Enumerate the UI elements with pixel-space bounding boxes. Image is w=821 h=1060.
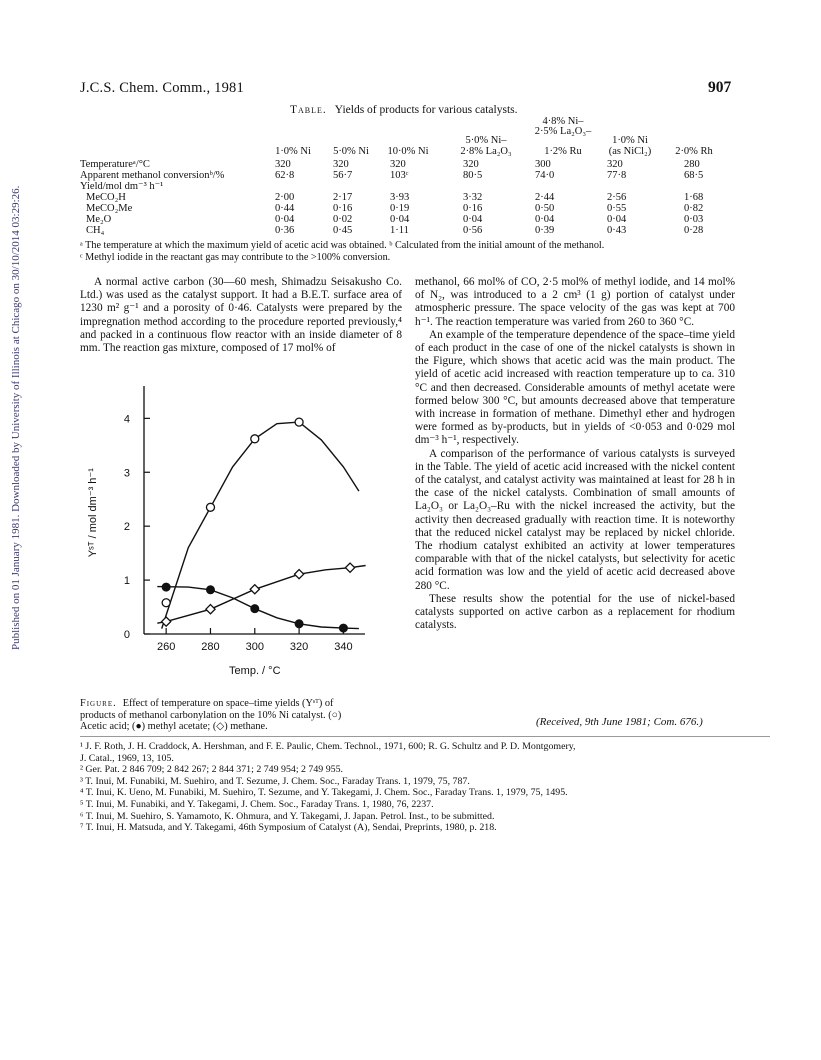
reference: ³ T. Inui, M. Funabiki, M. Suehiro, and T. Sezume, J. Chem. Soc., Faraday Trans. 1, 1979, 75, 787.: [80, 775, 470, 787]
running-head: J.C.S. Chem. Comm., 1981: [80, 80, 244, 96]
paragraph: A normal active carbon (30—60 mesh, Shimadzu Seisakusho Co. Ltd.) was used as the catalyst support. It had a B.E.T. surface area of 1230 m² g⁻¹ and a porosity of 0·46. Catalysts were prepared by the impregnation method according to the procedure reported previously,⁴ and packed in a continuous flow reactor with an inside diameter of 8 mm. The reaction gas mixture, composed of 17 mol% of: [80, 276, 402, 355]
column-header: 4·8% Ni–: [542, 116, 584, 127]
table-cell: 3·93: [390, 192, 410, 203]
acetic-acid-point: [295, 418, 303, 426]
reference: ¹ J. F. Roth, J. H. Craddock, A. Hershman, and F. E. Paulic, Chem. Technol., 1971, 600; R. G. Schultz and P. D. Montgomery,: [80, 741, 576, 752]
left-column-text: [80, 276, 402, 355]
column-header: 1·0% Ni: [612, 135, 648, 146]
row-label: Me₂O: [86, 214, 112, 225]
column-header: 1·0% Ni: [275, 146, 311, 157]
table-cell: 0·04: [275, 214, 295, 225]
column-header: 5·0% Ni–: [465, 135, 507, 146]
figure-caption: [80, 698, 342, 733]
table-cell: 0·36: [275, 225, 295, 236]
table-cell: 280: [684, 159, 700, 170]
table-cell: 320: [607, 159, 623, 170]
table-cell: 56·7: [333, 170, 353, 181]
column-header: 2·8% La₂O₃: [460, 146, 512, 157]
table-cell: 0·82: [684, 203, 704, 214]
table-cell: 0·04: [535, 214, 555, 225]
table-cell: 3·32: [463, 192, 483, 203]
table-cell: 320: [333, 159, 349, 170]
column-header: 5·0% Ni: [333, 146, 369, 157]
references: [80, 741, 755, 834]
series-line: [157, 566, 365, 624]
table-cell: 0·16: [463, 203, 483, 214]
table-cell: 74·0: [535, 170, 555, 181]
row-label: Yield/mol dm⁻³ h⁻¹: [80, 181, 164, 192]
y-tick-label: 0: [123, 629, 130, 641]
table-cell: 68·5: [684, 170, 704, 181]
x-tick-label: 260: [156, 641, 176, 653]
table-cell: 0·50: [535, 203, 555, 214]
reference: ² Ger. Pat. 2 846 709; 2 842 267; 2 844 371; 2 749 954; 2 749 955.: [80, 764, 343, 776]
table-cell: 0·56: [463, 225, 483, 236]
table-cell: 300: [535, 159, 551, 170]
methane-point: [206, 605, 215, 614]
table-cell: 0·04: [390, 214, 410, 225]
table-cell: 0·19: [390, 203, 410, 214]
methyl-acetate-point: [162, 583, 170, 591]
column-header: 1·2% Ru: [544, 146, 582, 157]
table-caption: Yields of products for various catalysts.: [334, 104, 518, 116]
paragraph: An example of the temperature dependence of the space–time yield of each product in the case of one of the nickel catalysts is shown in the Figure, which shows that acetic acid was the main product. The yield of acetic acid increased with reaction temperature up to ca. 310 °C and then decreased. Considerable amounts of methyl acetate were formed below 300 °C, but amounts decreased above that temperature with increase in formation of methane. Dimethyl ether and hydrogen were formed as by-products, but in yields of <0·053 and 0·029 mol dm⁻³ h⁻¹, respectively.: [415, 328, 735, 447]
reference: ⁶ T. Inui, M. Suehiro, S. Yamamoto, K. Ohmura, and Y. Takegami, J. Japan. Petrol. Inst., to be submitted.: [80, 810, 495, 822]
y-tick-label: 2: [123, 521, 130, 534]
table-cell: 0·39: [535, 225, 555, 236]
table-cell: 0·45: [333, 225, 353, 236]
reference: ⁴ T. Inui, K. Ueno, M. Funabiki, M. Suehiro, T. Sezume, and Y. Takegami, J. Chem. Soc., Faraday Trans. 1, 1979, 75, 1495.: [80, 787, 568, 799]
column-header: (as NiCl₂): [608, 146, 652, 157]
row-label: MeCO₂H: [86, 192, 126, 203]
table-cell: 320: [463, 159, 479, 170]
reference: ⁵ T. Inui, M. Funabiki, and Y. Takegami, J. Chem. Soc., Faraday Trans. 1, 1980, 76, 2237.: [80, 798, 434, 810]
download-note: [9, 180, 23, 650]
reference: J. Catal., 1969, 13, 105.: [80, 752, 174, 764]
table-cell: 103ᶜ: [390, 170, 409, 181]
row-label: Apparent methanol conversionᵇ/%: [80, 170, 225, 181]
table-cell: 0·04: [463, 214, 483, 225]
right-column-text: [415, 276, 735, 632]
table-cell: 62·8: [275, 170, 295, 181]
page-number: 907: [708, 79, 732, 96]
column-header: 10·0% Ni: [387, 146, 429, 157]
paragraph: These results show the potential for the use of nickel-based catalysts supported on active carbon as a replacement for rhodium catalysts.: [415, 592, 735, 632]
row-label: Temperatureᵃ/°C: [80, 159, 150, 170]
table-cell: 0·44: [275, 203, 295, 214]
table-label: Table.: [290, 104, 327, 116]
table-cell: 0·28: [684, 225, 704, 236]
methyl-acetate-point: [339, 624, 347, 632]
table-cell: 320: [390, 159, 406, 170]
temperature-yield-figure: [80, 378, 380, 698]
table-cell: 2·44: [535, 192, 555, 203]
acetic-acid-point: [206, 503, 214, 511]
paragraph: methanol, 66 mol% of CO, 2·5 mol% of methyl iodide, and 14 mol% of N₂, was introduced to a 2 cm³ (1 g) portion of catalyst under atmospheric pressure. The space velocity of the gas was kept at 700 h⁻¹. The reaction temperature was varied from 260 to 360 °C.: [415, 276, 735, 328]
x-tick-label: 320: [289, 641, 309, 653]
download-note-text: Published on 01 January 1981. Downloaded by University of Illinois at Chicago on 30/10/2014 03:29:26.: [10, 185, 22, 650]
table-title: [290, 104, 517, 116]
methyl-acetate-point: [206, 586, 214, 594]
table-cell: 2·56: [607, 192, 627, 203]
y-axis-label: Yˢᵀ / mol dm⁻³ h⁻¹: [87, 468, 99, 558]
received-note: (Received, 9th June 1981; Com. 676.): [536, 716, 703, 728]
x-tick-label: 280: [201, 641, 220, 653]
x-axis-label: Temp. / °C: [229, 665, 281, 677]
paragraph: A comparison of the performance of various catalysts is surveyed in the Table. The yield of acetic acid increased with the nickel content of the catalyst, and catalyst activity was maintained at least for 28 h in the case of the nickel catalysts. Combination of small amounts of La₂O₃ or La₂O₃–Ru with the nickel increased the activity, but the activity then decreased gradually with reaction time. It is noteworthy that the reduced nickel catalyst may be replaced by nickel chloride. The rhodium catalyst exhibited an activity at lower temperatures comparable with that of the nickel catalysts, but selectivity for acetic acid formation was low and the yield of acetic acid decreased above 280 °C.: [415, 447, 735, 592]
table-cell: 1·68: [684, 192, 704, 203]
methyl-acetate-point: [251, 605, 259, 613]
column-header: 2·0% Rh: [675, 146, 713, 157]
table-footnote: ᵃ The temperature at which the maximum yield of acetic acid was obtained. ᵇ Calculated from the initial amount of the methanol.: [80, 240, 605, 251]
y-tick-label: 4: [123, 413, 130, 426]
table-cell: 0·43: [607, 225, 627, 236]
table-cell: 0·55: [607, 203, 627, 214]
table-cell: 80·5: [463, 170, 483, 181]
acetic-acid-point: [251, 435, 259, 443]
table-cell: 77·8: [607, 170, 627, 181]
table-cell: 2·00: [275, 192, 295, 203]
row-label: CH₄: [86, 225, 105, 236]
y-tick-label: 1: [123, 575, 130, 588]
column-header: 2·5% La₂O₃–: [534, 126, 592, 137]
methane-point: [250, 585, 259, 594]
x-tick-label: 300: [245, 641, 264, 653]
table-cell: 0·16: [333, 203, 353, 214]
y-tick-label: 3: [123, 467, 130, 480]
methane-point: [345, 563, 354, 572]
table-cell: 0·04: [607, 214, 627, 225]
reference: ⁷ T. Inui, H. Matsuda, and Y. Takegami, 46th Symposium of Catalyst (A), Sendai, Preprints, 1980, p. 218.: [80, 822, 497, 834]
table-cell: 2·17: [333, 192, 353, 203]
table-cell: 1·11: [390, 225, 409, 236]
figure-label: Figure.: [80, 698, 117, 709]
methyl-acetate-point: [295, 620, 303, 628]
table-cell: 320: [275, 159, 291, 170]
table-cell: 0·03: [684, 214, 704, 225]
series-line: [162, 422, 359, 628]
divider: [80, 736, 770, 737]
methane-point: [294, 570, 303, 579]
table-footnote: ᶜ Methyl iodide in the reactant gas may contribute to the >100% conversion.: [80, 252, 391, 263]
table-cell: 0·02: [333, 214, 353, 225]
acetic-acid-point: [162, 599, 170, 607]
x-tick-label: 340: [334, 641, 353, 653]
figure-caption-text: Effect of temperature on space–time yields (Yˢᵀ) of products of methanol carbonylation on the 10% Ni catalyst. (○) Acetic acid; (●) methyl acetate; (◇) methane.: [80, 698, 342, 733]
row-label: MeCO₂Me: [86, 203, 133, 214]
